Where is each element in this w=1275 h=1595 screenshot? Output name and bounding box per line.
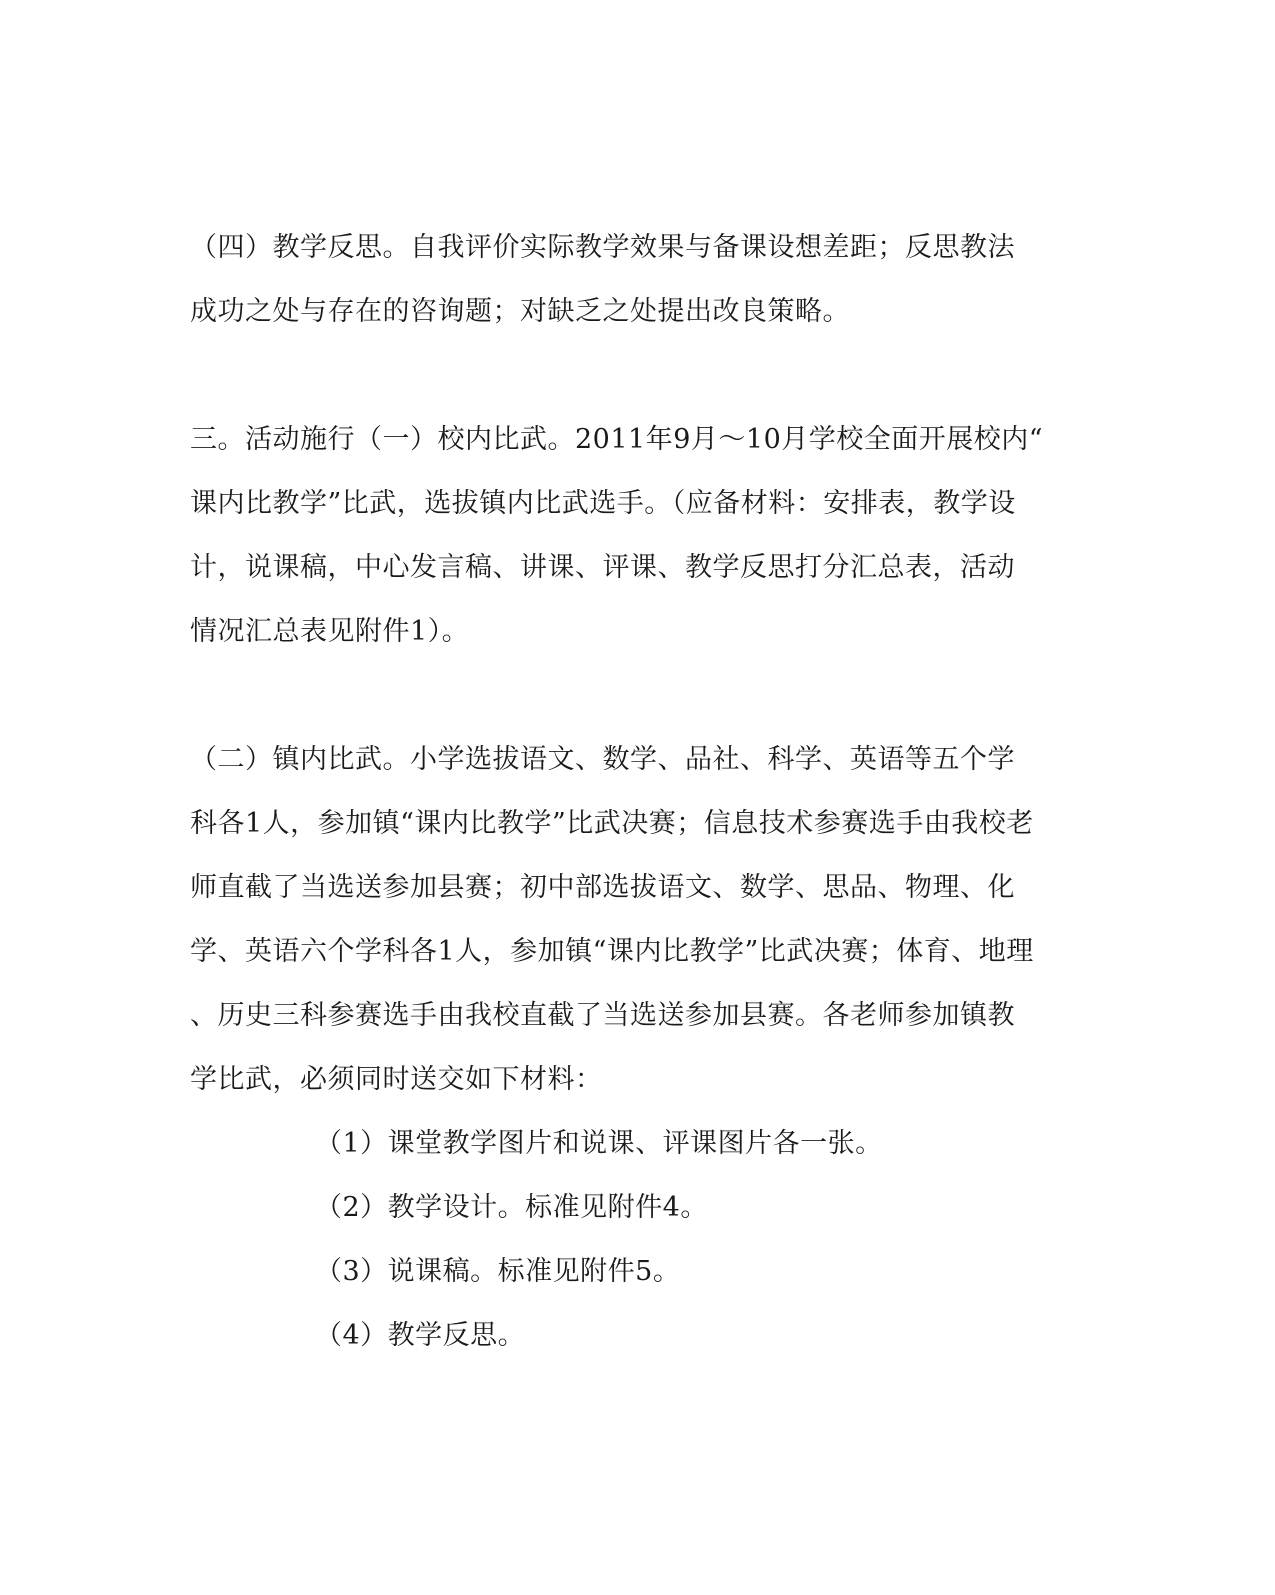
list-item: （3）说课稿。标准见附件5。 (315, 1256, 681, 1287)
paragraph-2-line-2: 课内比教学”比武，选拔镇内比武选手。（应备材料：安排表，教学设 (190, 488, 1016, 519)
paragraph-1-line-2: 成功之处与存在的咨询题；对缺乏之处提出改良策略。 (190, 296, 850, 327)
paragraph-2-line-3: 计，说课稿，中心发言稿、讲课、评课、教学反思打分汇总表，活动 (190, 552, 1015, 583)
paragraph-3-line-2: 科各1人，参加镇“课内比教学”比武决赛；信息技术参赛选手由我校老 (190, 808, 1034, 839)
paragraph-2-line-4: 情况汇总表见附件1）。 (190, 616, 470, 647)
paragraph-1-line-1: （四）教学反思。自我评价实际教学效果与备课设想差距；反思教法 (190, 232, 1015, 263)
list-item: （4）教学反思。 (315, 1320, 526, 1351)
paragraph-3-line-1: （二）镇内比武。小学选拔语文、数学、品社、科学、英语等五个学 (190, 744, 1015, 775)
paragraph-3-line-3: 师直截了当选送参加县赛；初中部选拔语文、数学、思品、物理、化 (190, 872, 1015, 903)
paragraph-2-line-1: 三。活动施行（一）校内比武。2011年9月～10月学校全面开展校内“ (190, 424, 1044, 455)
paragraph-3-line-5: 、历史三科参赛选手由我校直截了当选送参加县赛。各老师参加镇教 (190, 1000, 1015, 1031)
paragraph-3-line-6: 学比武，必须同时送交如下材料： (190, 1064, 603, 1095)
list-item: （2）教学设计。标准见附件4。 (315, 1192, 708, 1223)
paragraph-3-line-4: 学、英语六个学科各1人，参加镇“课内比教学”比武决赛；体育、地理 (190, 936, 1034, 967)
list-item: （1）课堂教学图片和说课、评课图片各一张。 (315, 1128, 883, 1159)
